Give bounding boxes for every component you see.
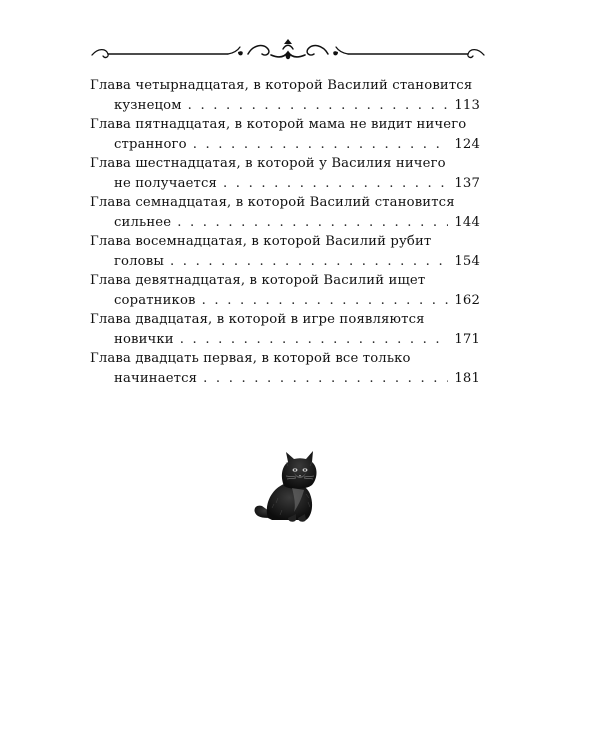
toc-leader-dots: [223, 174, 448, 194]
toc-entry: [90, 349, 480, 388]
toc-leader-dots: [170, 252, 448, 272]
decorative-vignette-icon: [88, 38, 488, 64]
toc-chapter-title-continued: новички: [114, 332, 174, 347]
toc-chapter-title-continued: начинается: [114, 371, 198, 386]
toc-leader-dots: [177, 213, 448, 233]
toc-chapter-title: Глава семнадцатая, в которой Василий становится: [90, 195, 455, 210]
toc-chapter-title: Глава девятнадцатая, в которой Василий ищет: [90, 273, 426, 288]
toc-entry: [90, 271, 480, 310]
toc-chapter-title: Глава пятнадцатая, в которой мама не видит ничего: [90, 117, 467, 132]
toc-chapter-title: Глава четырнадцатая, в которой Василий становится: [90, 78, 473, 93]
toc-page-number: 137: [454, 176, 480, 191]
toc-chapter-title-continued: головы: [114, 254, 164, 269]
toc-leader-dots: [202, 291, 449, 311]
toc-chapter-title-continued: кузнецом: [114, 98, 182, 113]
toc-page-number: 113: [454, 98, 480, 113]
toc-chapter-title-continued: странного: [114, 137, 187, 152]
toc-chapter-title: Глава шестнадцатая, в которой у Василия ничего: [90, 156, 446, 171]
toc-page-number: 181: [454, 371, 480, 386]
toc-entry: [90, 154, 480, 193]
toc-entry: [90, 193, 480, 232]
toc-leader-dots: [193, 135, 449, 155]
toc-page-number: 154: [454, 254, 480, 269]
toc-leader-dots: [203, 369, 448, 389]
toc-page-number: 162: [454, 293, 480, 308]
toc-page-number: 124: [454, 137, 480, 152]
toc-chapter-title: Глава восемнадцатая, в которой Василий рубит: [90, 234, 432, 249]
cat-illustration-icon: [250, 446, 330, 526]
toc-entry: [90, 310, 480, 349]
toc-chapter-title-continued: не получается: [114, 176, 217, 191]
toc-chapter-title: Глава двадцать первая, в которой все только: [90, 351, 411, 366]
toc-chapter-title-continued: соратников: [114, 293, 196, 308]
toc-entry: [90, 115, 480, 154]
toc-entry: [90, 232, 480, 271]
toc-entry: [90, 76, 480, 115]
table-of-contents: [90, 76, 480, 388]
toc-leader-dots: [180, 330, 449, 350]
toc-chapter-title-continued: сильнее: [114, 215, 172, 230]
toc-page-number: 171: [454, 332, 480, 347]
toc-leader-dots: [188, 96, 449, 116]
toc-page-number: 144: [454, 215, 480, 230]
toc-chapter-title: Глава двадцатая, в которой в игре появляются: [90, 312, 425, 327]
